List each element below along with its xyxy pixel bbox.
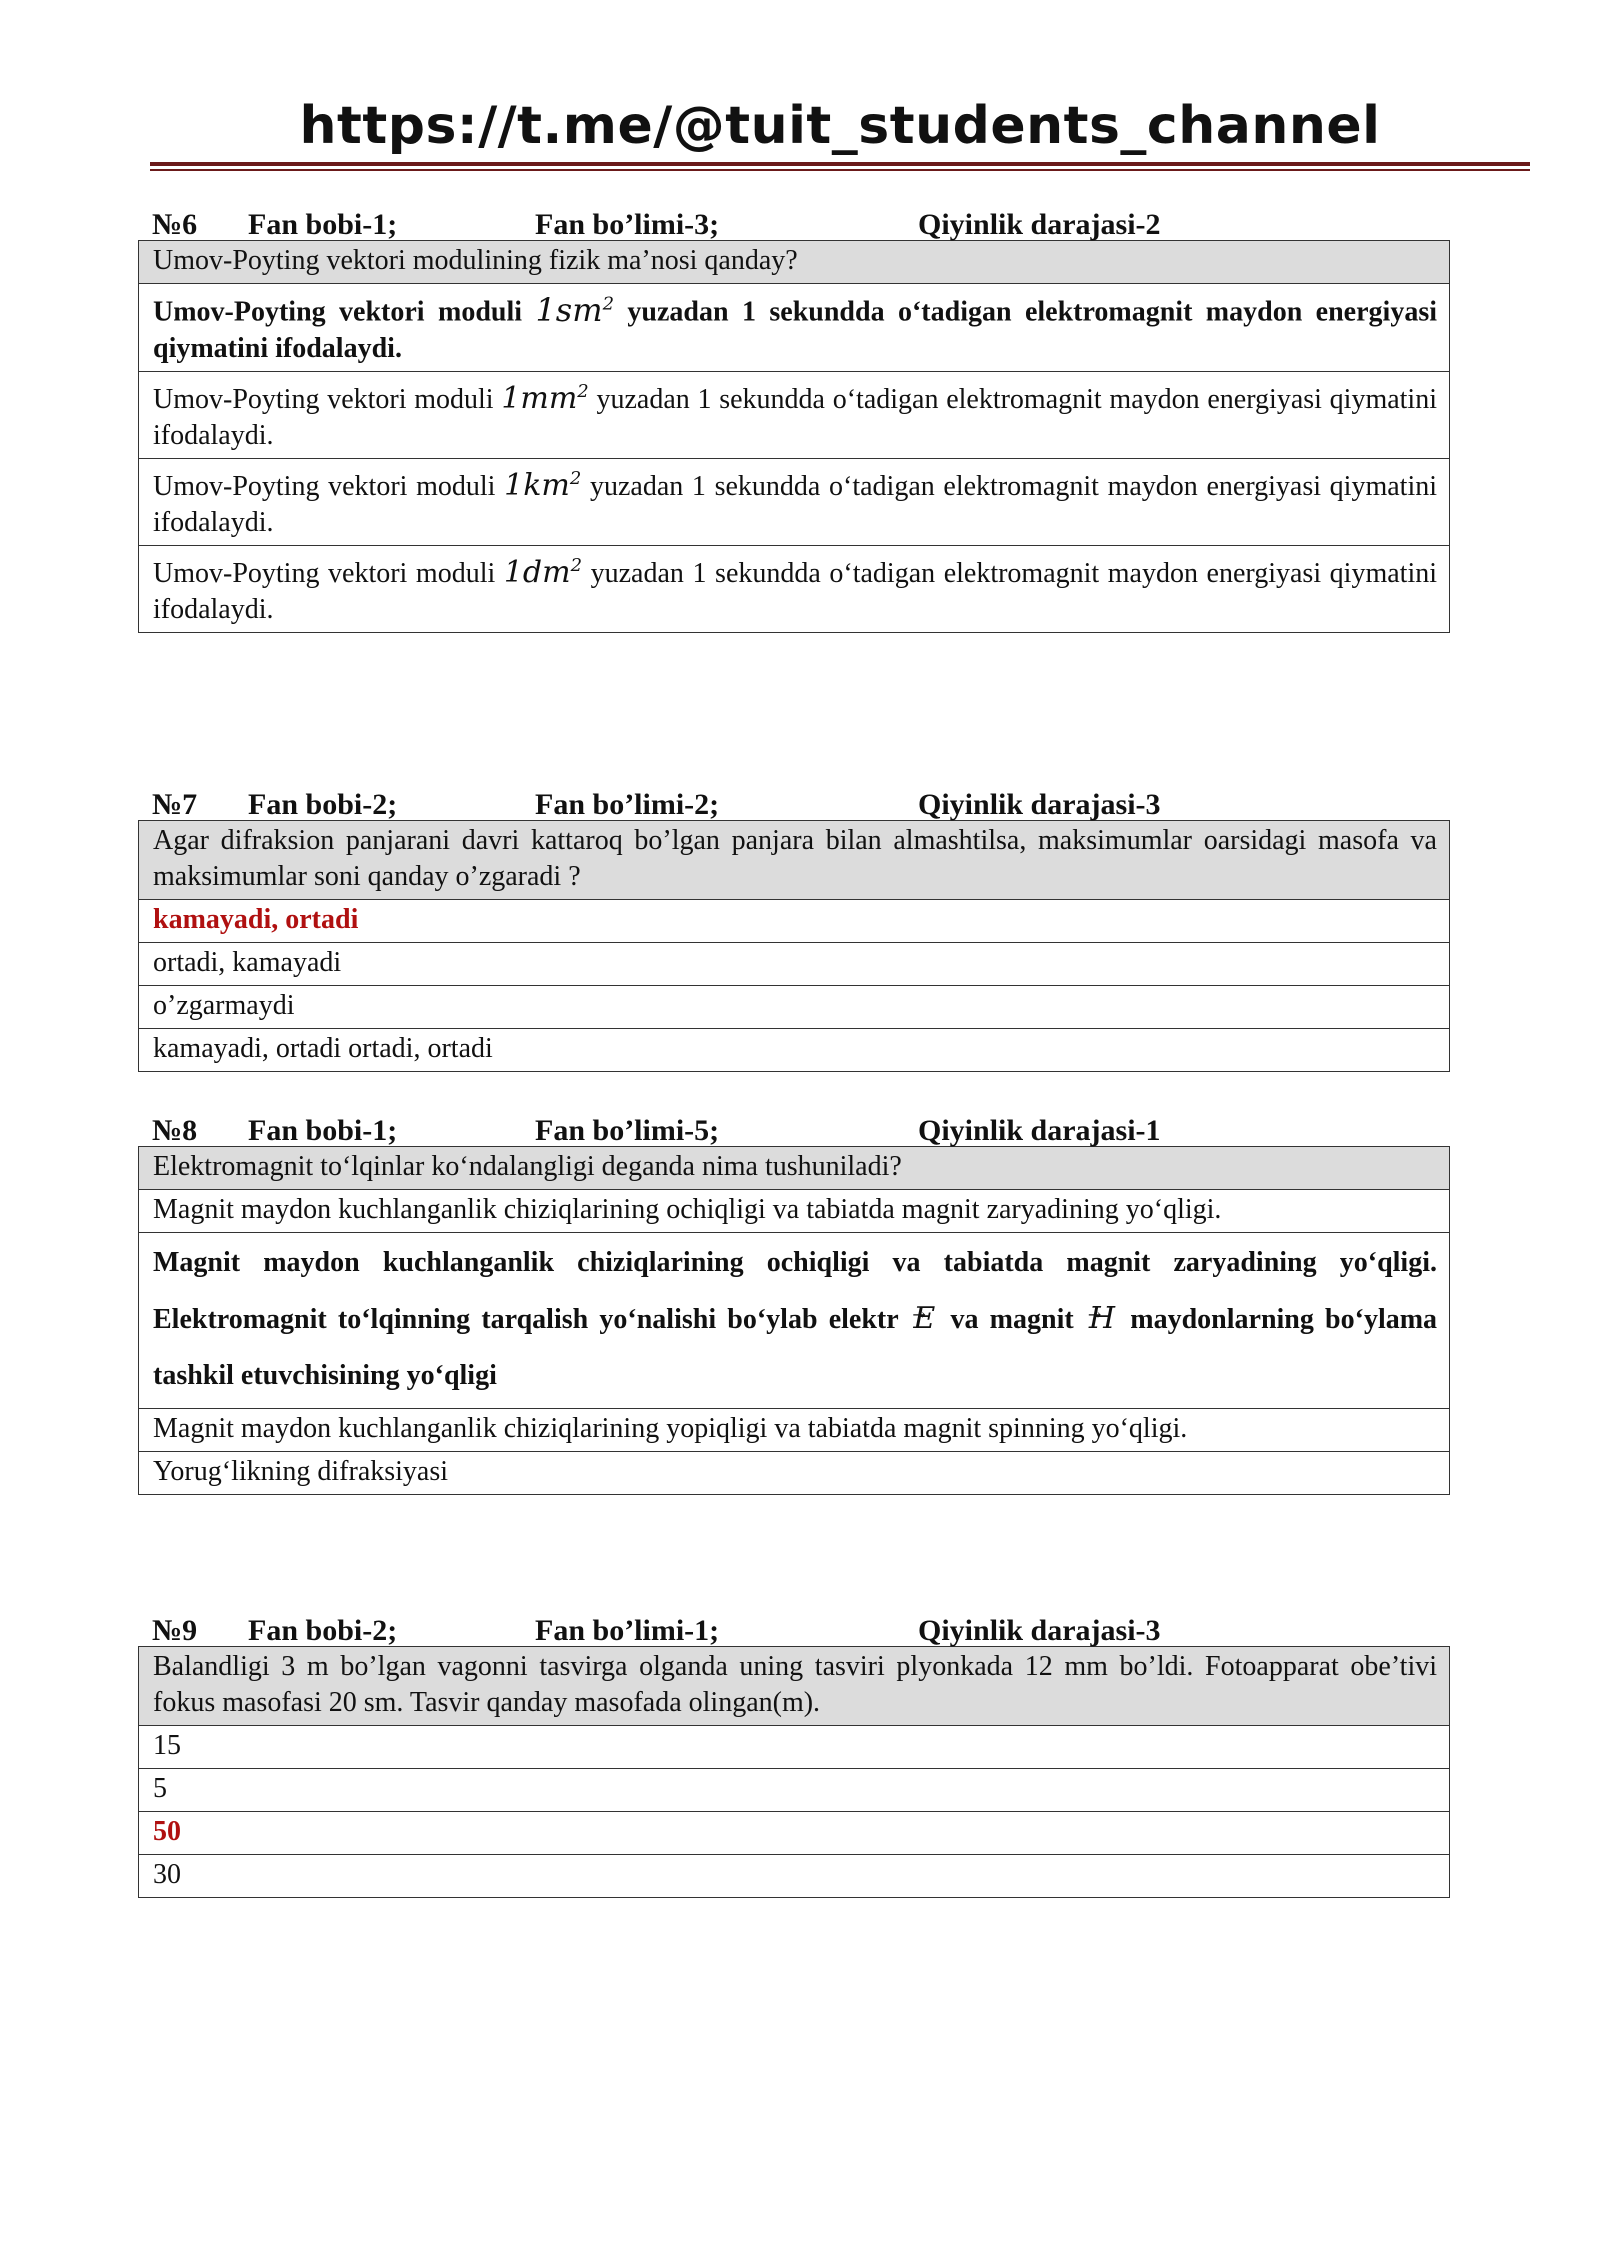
question-number: №9 xyxy=(152,1614,198,1647)
fan-bobi: Fan bobi-1; xyxy=(248,208,398,241)
header-rule-thin xyxy=(150,169,1530,171)
option-text: Umov-Poyting vektori moduli xyxy=(153,383,494,415)
question-block-6 xyxy=(138,204,1450,633)
options-table xyxy=(138,820,1450,1072)
question-text: Umov-Poyting vektori modulining fizik ma’nosi qanday? xyxy=(139,241,1450,284)
answer-option-correct: kamayadi, ortadi xyxy=(139,900,1450,943)
qiyinlik-darajasi: Qiyinlik darajasi-1 xyxy=(918,1114,1161,1147)
math-unit: $1sm^2$ xyxy=(535,290,615,329)
option-text: maydonlarning bo‘ylama tashkil etuvchisining yo‘qligi xyxy=(153,1304,1438,1391)
fan-bobi: Fan bobi-2; xyxy=(248,788,398,821)
answer-option: ortadi, kamayadi xyxy=(139,943,1450,986)
header-rule xyxy=(150,162,1530,166)
answer-option: 30 xyxy=(139,1855,1450,1898)
question-meta xyxy=(138,204,1450,240)
qiyinlik-darajasi: Qiyinlik darajasi-3 xyxy=(918,788,1161,821)
answer-option: Magnit maydon kuchlanganlik chiziqlarining ochiqligi va tabiatda magnit zaryadining yo‘qligi. xyxy=(139,1190,1450,1233)
answer-option: kamayadi, ortadi ortadi, ortadi xyxy=(139,1029,1450,1072)
answer-option-correct xyxy=(139,1233,1450,1409)
question-block-9 xyxy=(138,1610,1450,1898)
fan-bolimi: Fan bo’limi-5; xyxy=(535,1114,720,1147)
question-text: Balandligi 3 m bo’lgan vagonni tasvirga olganda uning tasviri plyonkada 12 mm bo’ldi. Fotoapparat obe’tivi fokus masofasi 20 sm. Tasvir qanday masofada olingan(m). xyxy=(139,1647,1450,1726)
option-text: Magnit maydon kuchlanganlik chiziqlarining ochiqligi va tabiatda magnit zaryadining yo‘qligi. Elektromagnit to‘lqinning tarqalish yo‘nalishi bo‘ylab elektr xyxy=(153,1247,1437,1335)
option-text: yuzadan 1 sekundda o‘tadigan elektromagnit maydon energiyasi qiymatini ifodalaydi. xyxy=(153,383,1437,451)
options-table xyxy=(138,240,1450,633)
option-text: yuzadan 1 sekundda o‘tadigan elektromagnit maydon energiyasi qiymatini ifodalaydi. xyxy=(153,470,1438,538)
option-text: Umov-Poyting vektori moduli xyxy=(153,296,523,328)
question-number: №7 xyxy=(152,788,198,821)
answer-option: 5 xyxy=(139,1769,1450,1812)
answer-option: 15 xyxy=(139,1726,1450,1769)
qiyinlik-darajasi: Qiyinlik darajasi-2 xyxy=(918,208,1161,241)
option-text: yuzadan 1 sekundda o‘tadigan elektromagnit maydon energiyasi qiymatini ifodalaydi. xyxy=(153,296,1437,364)
magnetic-field-vector: → H xyxy=(1085,1301,1119,1336)
math-unit: $1km^2$ xyxy=(504,467,582,503)
fan-bolimi: Fan bo’limi-2; xyxy=(535,788,720,821)
electric-field-vector: → E xyxy=(909,1301,939,1336)
option-text: yuzadan 1 sekundda o‘tadigan elektromagnit maydon energiyasi qiymatini ifodalaydi. xyxy=(153,557,1438,625)
answer-option xyxy=(139,458,1450,545)
fan-bobi: Fan bobi-1; xyxy=(248,1114,398,1147)
question-text: Elektromagnit to‘lqinlar ko‘ndalangligi deganda nima tushuniladi? xyxy=(139,1147,1450,1190)
option-text: Umov-Poyting vektori moduli xyxy=(153,470,496,502)
option-text: Umov-Poyting vektori moduli xyxy=(153,557,496,589)
answer-option-correct: 50 xyxy=(139,1812,1450,1855)
question-text: Agar difraksion panjarani davri kattaroq bo’lgan panjara bilan almashtilsa, maksimumlar oarsidagi masofa va maksimumlar soni qanday o’zgaradi ? xyxy=(139,821,1450,900)
math-unit: $1dm^2$ xyxy=(503,554,583,590)
question-block-8 xyxy=(138,1110,1450,1495)
question-number: №6 xyxy=(152,208,198,241)
fan-bobi: Fan bobi-2; xyxy=(248,1614,398,1647)
answer-option: Yorug‘likning difraksiyasi xyxy=(139,1452,1450,1495)
question-meta xyxy=(138,784,1450,820)
fan-bolimi: Fan bo’limi-3; xyxy=(535,208,720,241)
question-block-7 xyxy=(138,784,1450,1072)
answer-option: Magnit maydon kuchlanganlik chiziqlarining yopiqligi va tabiatda magnit spinning yo‘qligi. xyxy=(139,1409,1450,1452)
option-text: va magnit xyxy=(950,1304,1074,1335)
options-table xyxy=(138,1146,1450,1495)
answer-option-correct xyxy=(139,284,1450,372)
answer-option xyxy=(139,545,1450,632)
question-meta xyxy=(138,1110,1450,1146)
qiyinlik-darajasi: Qiyinlik darajasi-3 xyxy=(918,1614,1161,1647)
fan-bolimi: Fan bo’limi-1; xyxy=(535,1614,720,1647)
question-number: №8 xyxy=(152,1114,198,1147)
math-unit: $1mm^2$ xyxy=(501,380,589,416)
options-table xyxy=(138,1646,1450,1898)
page-header-link: https://t.me/@tuit_students_channel xyxy=(299,96,1381,156)
answer-option: o’zgarmaydi xyxy=(139,986,1450,1029)
answer-option xyxy=(139,371,1450,458)
question-meta xyxy=(138,1610,1450,1646)
